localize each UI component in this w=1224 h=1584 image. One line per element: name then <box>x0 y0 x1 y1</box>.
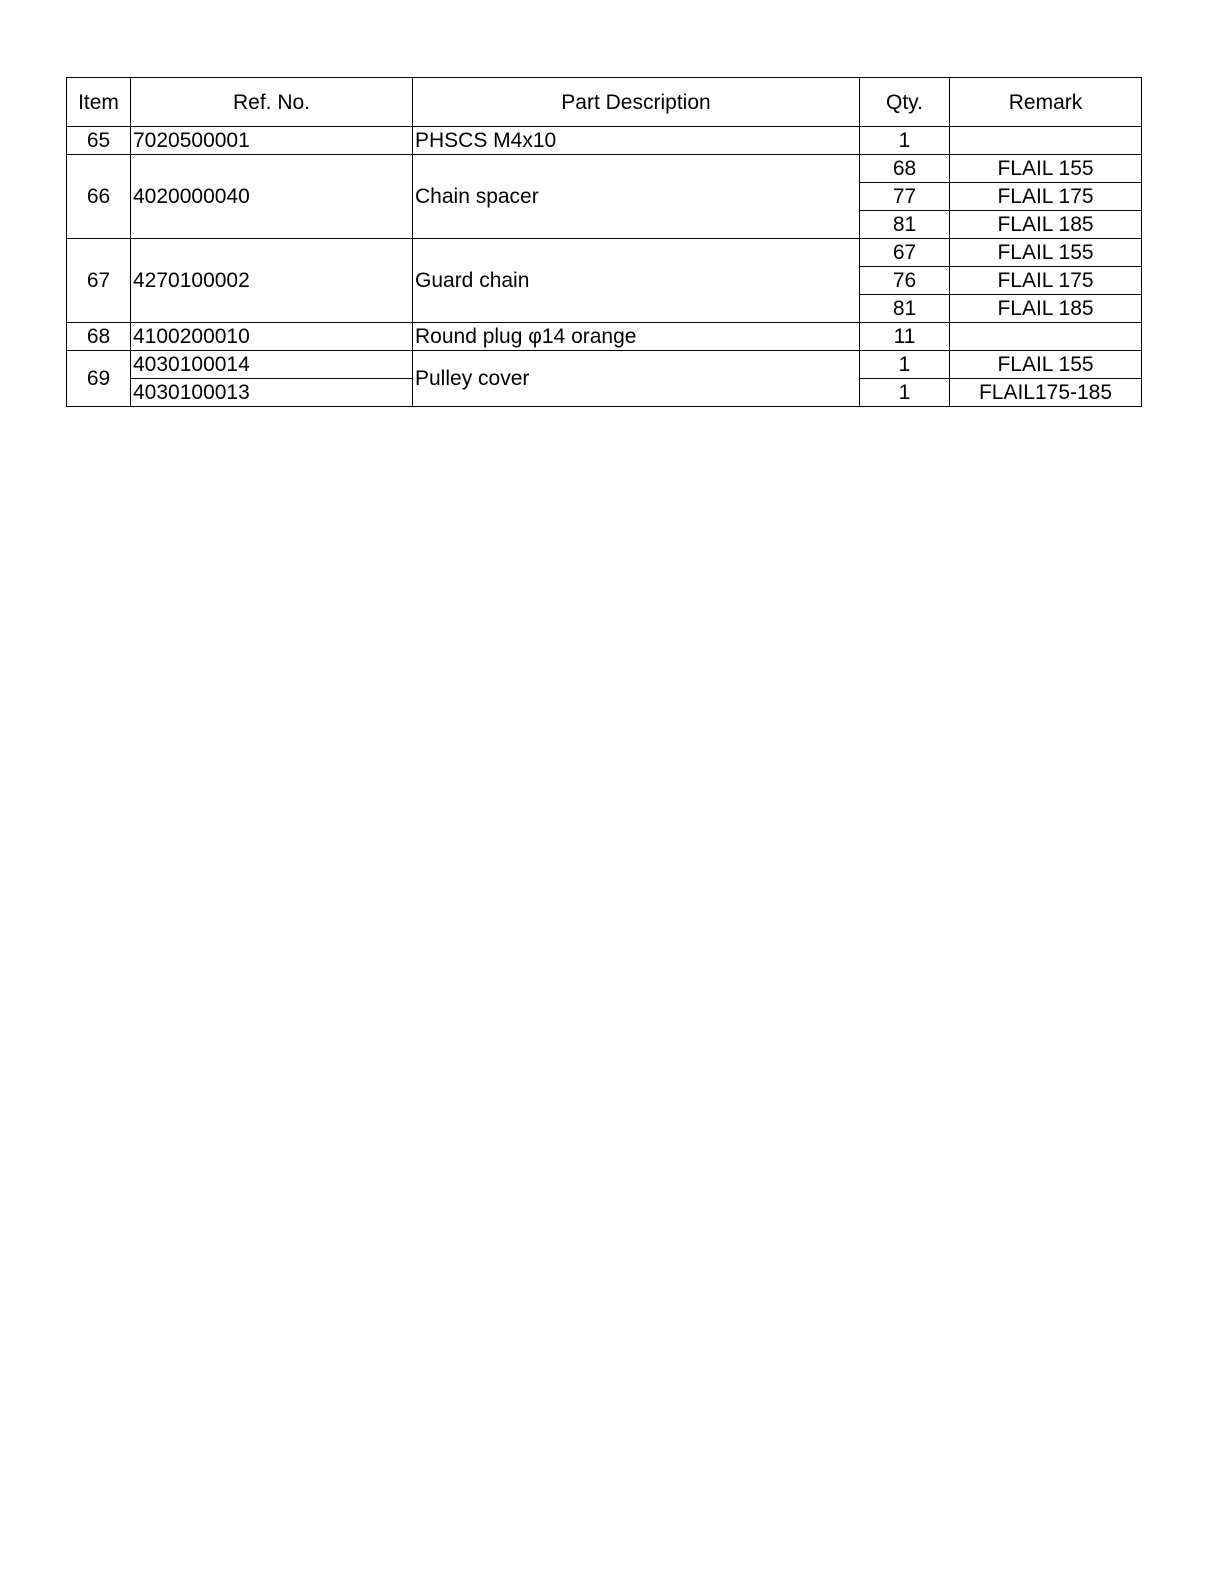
quantity: 11 <box>860 323 950 351</box>
table-row <box>67 155 1142 183</box>
quantity: 81 <box>860 211 950 239</box>
quantity: 76 <box>860 267 950 295</box>
part-description: Chain spacer <box>413 155 860 239</box>
item-number: 65 <box>67 127 131 155</box>
item-number: 68 <box>67 323 131 351</box>
ref-number: 7020500001 <box>131 127 413 155</box>
item-number: 66 <box>67 155 131 239</box>
quantity: 1 <box>860 379 950 407</box>
remark: FLAIL 185 <box>950 211 1142 239</box>
quantity: 81 <box>860 295 950 323</box>
remark <box>950 323 1142 351</box>
table-row <box>67 239 1142 267</box>
header-description: Part Description <box>413 78 860 127</box>
quantity: 68 <box>860 155 950 183</box>
ref-number: 4100200010 <box>131 323 413 351</box>
part-description: Guard chain <box>413 239 860 323</box>
parts-table <box>66 77 1142 407</box>
header-ref-no: Ref. No. <box>131 78 413 127</box>
ref-number: 4270100002 <box>131 239 413 323</box>
remark: FLAIL175-185 <box>950 379 1142 407</box>
remark: FLAIL 155 <box>950 239 1142 267</box>
part-description: PHSCS M4x10 <box>413 127 860 155</box>
remark: FLAIL 155 <box>950 351 1142 379</box>
quantity: 77 <box>860 183 950 211</box>
quantity: 1 <box>860 127 950 155</box>
table-row <box>67 351 1142 379</box>
remark: FLAIL 155 <box>950 155 1142 183</box>
quantity: 67 <box>860 239 950 267</box>
header-qty: Qty. <box>860 78 950 127</box>
item-number: 69 <box>67 351 131 407</box>
ref-number: 4020000040 <box>131 155 413 239</box>
table-row <box>67 323 1142 351</box>
ref-number: 4030100014 <box>131 351 413 379</box>
remark: FLAIL 175 <box>950 267 1142 295</box>
header-remark: Remark <box>950 78 1142 127</box>
table-header-row <box>67 78 1142 127</box>
part-description: Round plug φ14 orange <box>413 323 860 351</box>
remark: FLAIL 175 <box>950 183 1142 211</box>
part-description: Pulley cover <box>413 351 860 407</box>
remark: FLAIL 185 <box>950 295 1142 323</box>
quantity: 1 <box>860 351 950 379</box>
ref-number: 4030100013 <box>131 379 413 407</box>
header-item: Item <box>67 78 131 127</box>
remark <box>950 127 1142 155</box>
table-row <box>67 127 1142 155</box>
item-number: 67 <box>67 239 131 323</box>
